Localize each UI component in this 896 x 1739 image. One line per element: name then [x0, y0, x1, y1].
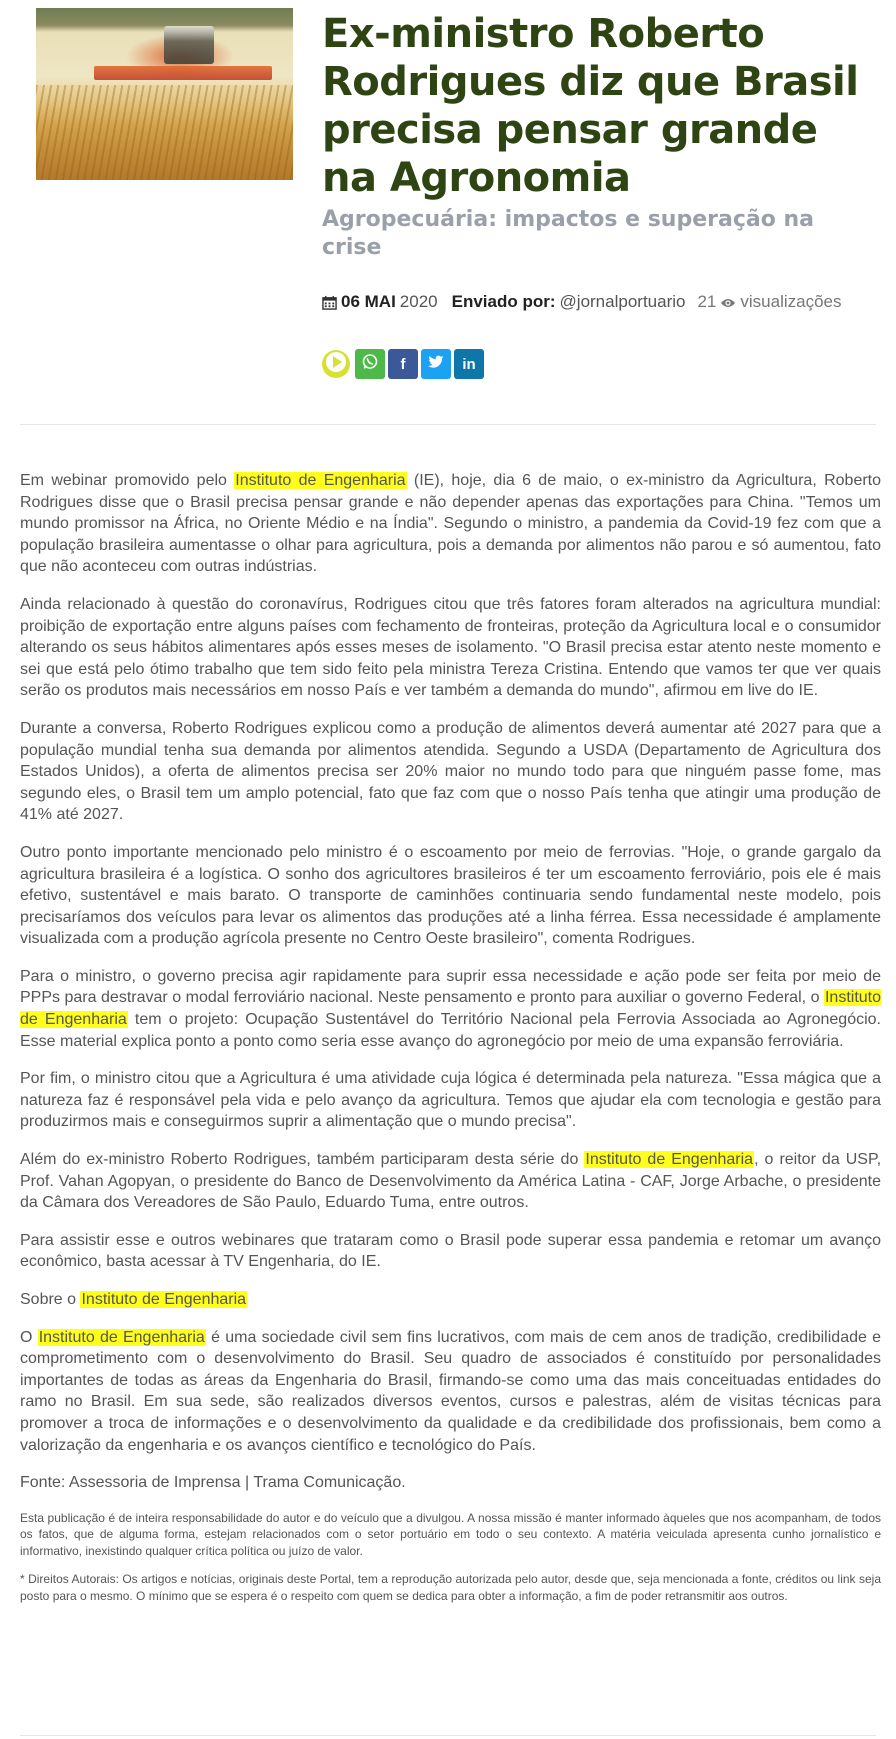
- paragraph-1: [20, 470, 881, 578]
- play-audio-button[interactable]: [322, 350, 350, 378]
- paragraph-2: Ainda relacionado à questão do coronavírus, Rodrigues citou que três fatores foram alterados na agricultura mundial: proibição de exportação entre alguns países com fechamento de fronteiras, proteção da Agricultura local e o consumidor alterando os seus hábitos alimentares após esses meses de isolamento. "O Brasil precisa estar atento neste momento e sei que está pelo ótimo trabalho que tem sido feito pela ministra Tereza Cristina. Entendo que vamos ter que ver quais serão os produtos mais necessários em nosso País e ver também a demanda do mundo", afirmou em live do IE.: [20, 595, 881, 700]
- whatsapp-icon: [361, 353, 379, 375]
- paragraph-4: Outro ponto importante mencionado pelo ministro é o escoamento por meio de ferrovias. "Hoje, o grande gargalo da agricultura brasileira é a logística. O sonho dos agricultores brasileiros é ter um escoamento ferroviário, pois ele é mais efetivo, sustentável e mais barato. O transporte de caminhões continuaria sendo fundamental neste modelo, pois precisaríamos dos veículos para levar os alimentos das produções até a linha férrea. Essa necessidade é amplamente visualizada com a produção agrícola presente no Centro Oeste brasileiro", comenta Rodrigues.: [20, 843, 881, 948]
- header-divider: [20, 424, 876, 425]
- paragraph-about: [20, 1327, 881, 1457]
- highlight-instituto[interactable]: Instituto de Engenharia: [585, 1151, 754, 1169]
- date-day-month: 06 MAI: [341, 292, 396, 311]
- highlight-instituto[interactable]: Instituto de Engenharia: [38, 1328, 205, 1346]
- text: Além do ex-ministro Roberto Rodrigues, também participaram desta série do: [20, 1151, 585, 1169]
- linkedin-icon: in: [462, 355, 476, 373]
- share-bar: [322, 349, 484, 379]
- article-meta: [322, 292, 842, 312]
- highlight-instituto[interactable]: Instituto de Engenharia: [235, 472, 406, 489]
- calendar-icon: [322, 292, 337, 312]
- wheat-field-shape: [36, 85, 293, 180]
- paragraph-5: [20, 966, 881, 1052]
- text: Em webinar promovido pelo: [20, 472, 235, 489]
- disclaimer: Esta publicação é de inteira responsabilidade do autor e do veículo que a divulgou. A nossa missão é manter informado àqueles que nos acompanham, de todos os fatos, que de alguma forma, estejam relacionados com o setor portuário em todo o seu contexto. A matéria veiculada apresenta cunho jornalístico e informativo, inexistindo qualquer crítica política ou juízo de valor.: [20, 1510, 881, 1558]
- article-header: [0, 0, 896, 425]
- twitter-icon: [428, 355, 444, 373]
- text: Sobre o: [20, 1291, 81, 1308]
- views-count: 21: [697, 292, 717, 311]
- paragraph-7: [20, 1149, 881, 1214]
- text: é uma sociedade civil sem fins lucrativos, com mais de cem anos de tradição, credibilidade e comprometimento com o desenvolvimento do Brasil. Seu quadro de associados é constituído por personalidades importantes de todas as áreas da Engenharia do Brasil, firmando-se como uma das mais conceituadas entidades do ramo no Brasil. Em sua sede, são realizados diversos eventos, cursos e palestras, além de visitas técnicas para promover a troca de informações e o desenvolvimento da qualidade e da credibilidade dos profissionais, bem como a valorização da engenharia e os avanços científico e tecnológico do País.: [20, 1328, 882, 1454]
- article-body: [20, 470, 881, 1616]
- text: tem o projeto: Ocupação Sustentável do Território Nacional pela Ferrovia Associada ao Agronegócio. Esse material explica ponto a ponto como seria esse avanço do agronegócio por meio de uma expansão ferroviária.: [20, 1011, 882, 1050]
- share-twitter-button[interactable]: [421, 349, 451, 379]
- facebook-icon: f: [400, 355, 406, 373]
- sent-by-label: Enviado por:: [451, 292, 556, 311]
- harvester-head-shape: [94, 66, 272, 80]
- share-facebook-button[interactable]: [388, 349, 418, 379]
- text: O: [20, 1328, 38, 1346]
- share-linkedin-button[interactable]: [454, 349, 484, 379]
- paragraph-8: Para assistir esse e outros webinares que trataram como o Brasil pode superar essa pandemia e retomar um avanço econômico, basta acessar à TV Engenharia, do IE.: [20, 1231, 881, 1271]
- eye-icon: [720, 292, 736, 312]
- highlight-instituto[interactable]: Instituto de Engenharia: [20, 989, 881, 1029]
- hero-image: [36, 8, 293, 180]
- section-heading-about: [20, 1289, 881, 1311]
- text: (IE), hoje, dia 6 de maio, o ex-ministro da Agricultura, Roberto Rodrigues disse que o Brasil precisa pensar grande e não depender apenas das exportações para China. "Temos um mundo promissor na África, no Oriente Médio e na Índia". Segundo o ministro, a pandemia da Covid-19 fez com que a população brasileira aumentasse o olhar para agricultura, pois a demanda por alimentos não parou e só aumentou, fato que não aconteceu com outras indústrias.: [20, 472, 882, 576]
- text: Para o ministro, o governo precisa agir rapidamente para suprir essa necessidade e ação pode ser feita por meio de PPPs para destravar o modal ferroviário nacional. Neste pensamento e pronto para auxiliar o governo Federal, o: [20, 967, 881, 1007]
- harvester-cab-shape: [164, 26, 214, 64]
- paragraph-3: Durante a conversa, Roberto Rodrigues explicou como a produção de alimentos deverá aumentar até 2027 para que a população mundial tenha sua demanda por alimentos atendida. Segundo a USDA (Departamento de Agricultura dos Estados Unidos), a oferta de alimentos precisa ser 20% maior no mundo todo para que ninguém passe fome, mas segundo eles, o Brasil tem um amplo potencial, fato que faz com que o nosso País tenha que atingir uma produção de 41% até 2027.: [20, 719, 881, 824]
- text: , o reitor da USP, Prof. Vahan Agopyan, o presidente do Banco de Desenvolvimento da América Latina - CAF, Jorge Arbache, o presidente da Câmara dos Vereadores de São Paulo, Eduardo Tuma, entre outros.: [20, 1151, 882, 1212]
- highlight-instituto[interactable]: Instituto de Engenharia: [81, 1291, 247, 1308]
- copyright-notice: * Direitos Autorais: Os artigos e notícias, originais deste Portal, tem a reprodução autorizada pelo autor, desde que, seja mencionada a fonte, créditos ou link seja posto para o mesmo. O mínimo que se espera é o respeito com quem se dedica para obter a informação, a fim de poder retransmitir aos outros.: [20, 1572, 881, 1603]
- author-link[interactable]: @jornalportuario: [559, 292, 686, 311]
- source-line: Fonte: Assessoria de Imprensa | Trama Comunicação.: [20, 1474, 406, 1492]
- page-title: Ex-ministro Roberto Rodrigues diz que Brasil precisa pensar grande na Agronomia: [322, 11, 859, 201]
- views-label: visualizações: [740, 292, 842, 311]
- play-icon: [322, 348, 350, 381]
- footer-divider: [20, 1735, 876, 1736]
- share-whatsapp-button[interactable]: [355, 349, 385, 379]
- page-subtitle: Agropecuária: impactos e superação na crise: [322, 207, 815, 260]
- date-year: 2020: [399, 292, 438, 311]
- paragraph-6: Por fim, o ministro citou que a Agricultura é uma atividade cuja lógica é determinada pela natureza. "Essa mágica que a natureza faz é responsável pela vida e pelo avanço da agricultura. Temos que ajudar ela com tecnologia e gestão para produzirmos mais e conseguirmos suprir a alimentação que o mundo precisa".: [20, 1070, 881, 1131]
